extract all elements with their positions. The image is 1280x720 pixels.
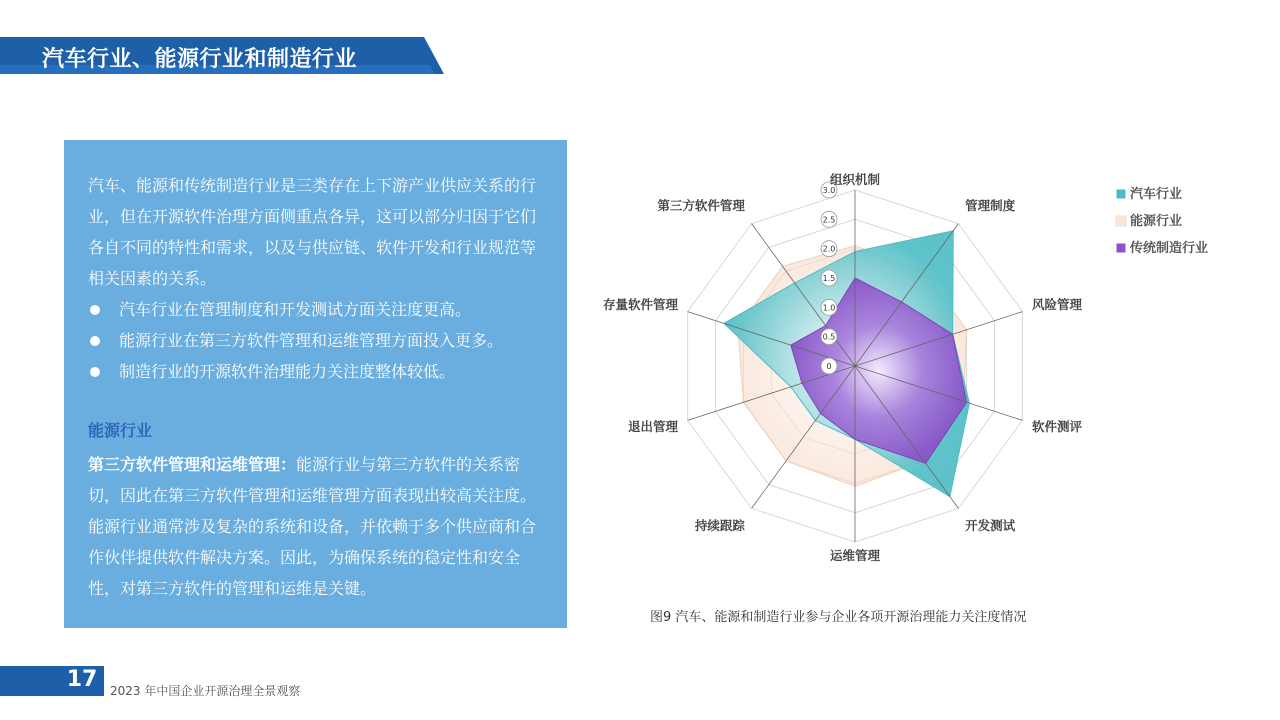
intro-paragraph: 汽车、能源和传统制造行业是三类存在上下游产业供应关系的行业，但在开源软件治理方面侧重点各异，这可以部分归因于它们各自不同的特性和需求，以及与供应链、软件开发和行业规范等相关因素的关系。 (88, 176, 537, 288)
tick-label: 1.0 (822, 303, 836, 313)
detail-bold-lead: 第三方软件管理和运维管理： (88, 455, 297, 474)
legend-swatch (1116, 243, 1126, 253)
axis-label: 管理制度 (965, 197, 1016, 213)
axis-label: 持续跟踪 (694, 518, 745, 534)
axis-label: 软件测评 (1031, 419, 1083, 435)
legend-swatch (1116, 189, 1126, 199)
text-panel (64, 140, 567, 628)
radar-chart (578, 138, 1268, 598)
axis-label: 风险管理 (1031, 296, 1083, 312)
axis-label: 存量软件管理 (602, 296, 679, 312)
detail-text: 能源行业与第三方软件的关系密切，因此在第三方软件管理和运维管理方面表现出较高关注度。能源行业通常涉及复杂的系统和设备，并依赖于多个供应商和合作伙伴提供软件解决方案。因此，为确保系统的稳定性和安全性，对第三方软件的管理和运维是关键。 (88, 455, 537, 598)
bullet-dot-icon (90, 336, 100, 346)
legend-label: 汽车行业 (1130, 187, 1183, 202)
legend-label: 传统制造行业 (1130, 241, 1209, 256)
tick-label: 2.5 (822, 215, 836, 225)
axis-label: 退出管理 (627, 419, 679, 435)
tick-label: 2.0 (822, 244, 836, 254)
axis-label: 第三方软件管理 (657, 197, 745, 213)
bullet-item: 制造行业的开源软件治理能力关注度整体较低。 (88, 356, 548, 387)
tick-label: 0.5 (822, 332, 836, 342)
axis-label: 开发测试 (965, 518, 1016, 534)
page-number: 17 (66, 667, 98, 692)
legend-label: 能源行业 (1130, 214, 1183, 229)
page-title: 汽车行业、能源行业和制造行业 (42, 47, 358, 72)
detail-paragraph (88, 449, 548, 604)
bullet-dot-icon (90, 367, 100, 377)
tick-label: 0 (826, 362, 832, 371)
legend-swatch (1116, 216, 1126, 226)
section-subheading: 能源行业 (88, 421, 153, 440)
bullet-dot-icon (90, 305, 100, 315)
tick-label: 1.5 (822, 274, 836, 283)
chart-caption: 图9 汽车、能源和制造行业参与企业各项开源治理能力关注度情况 (650, 610, 1027, 625)
axis-label: 运维管理 (829, 548, 881, 563)
bullet-list (88, 294, 548, 387)
bullet-item: 能源行业在第三方软件管理和运维管理方面投入更多。 (88, 325, 548, 356)
footer-text: 2023 年中国企业开源治理全景观察 (110, 684, 301, 698)
tick-label: 3.0 (822, 186, 836, 195)
axis-label: 组织机制 (829, 172, 881, 187)
bullet-item: 汽车行业在管理制度和开发测试方面关注度更高。 (88, 294, 548, 325)
